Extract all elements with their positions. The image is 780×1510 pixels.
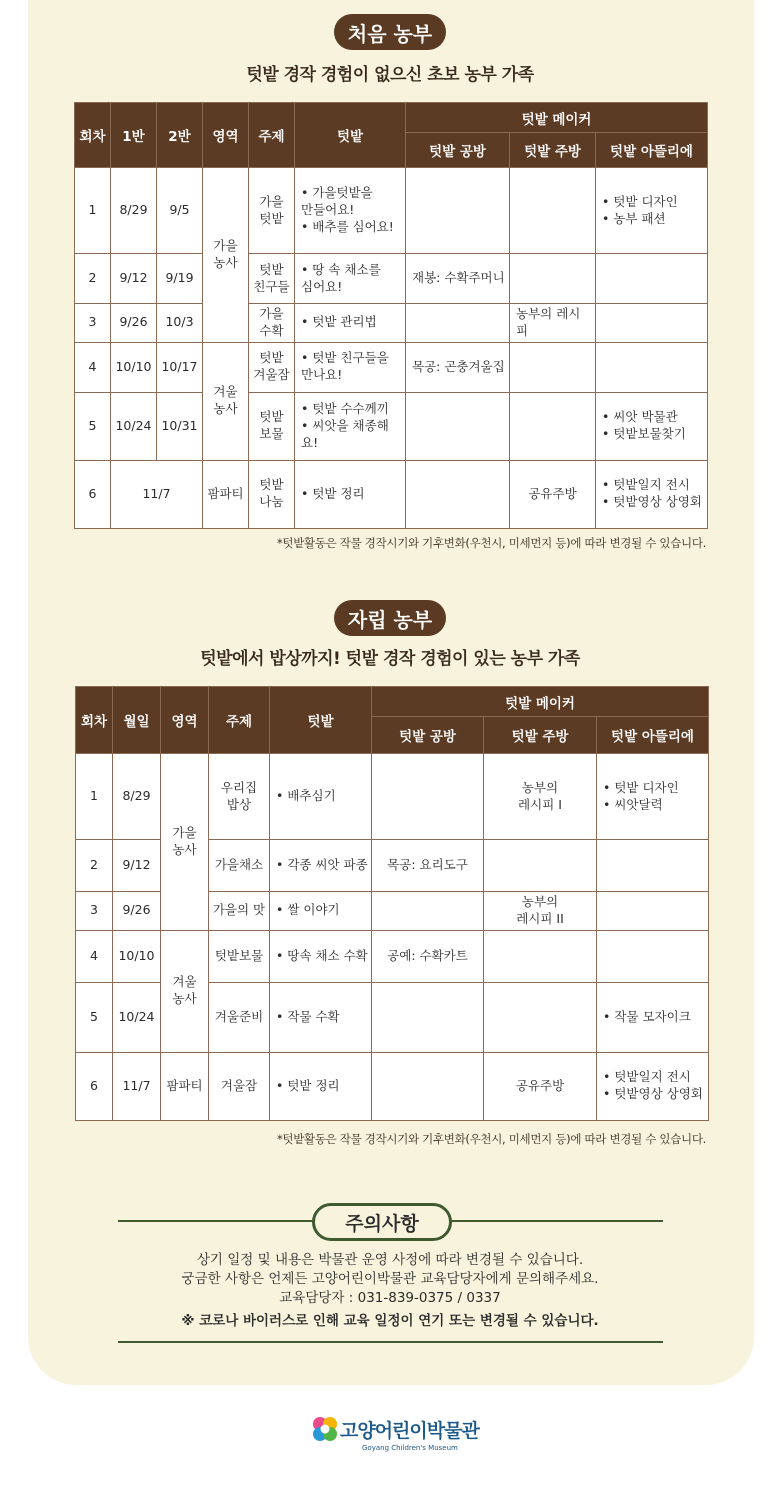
cell-garden: • 텃밭 친구들을 만나요! bbox=[295, 342, 406, 392]
cell-round: 4 bbox=[76, 930, 113, 982]
section2-schedule-table bbox=[75, 686, 709, 1121]
cell-class1: 9/26 bbox=[111, 304, 157, 343]
cell-garden: • 땅 속 채소를 심어요! bbox=[295, 254, 406, 304]
section2-title: 자립 농부 bbox=[334, 600, 446, 636]
cell-round: 6 bbox=[75, 460, 111, 528]
cell-class2: 9/19 bbox=[157, 254, 203, 304]
cell-date: 8/29 bbox=[113, 754, 161, 840]
header-kitchen: 텃밭 주방 bbox=[510, 133, 596, 168]
cell-workshop: 공예: 수확카트 bbox=[372, 930, 484, 982]
table-row bbox=[76, 1052, 709, 1120]
table-row bbox=[76, 754, 709, 840]
cell-kitchen: 농부의 레시피 I bbox=[484, 754, 597, 840]
header-garden: 텃밭 bbox=[295, 103, 406, 168]
cell-topic: 가을채소 bbox=[209, 840, 270, 892]
cell-round: 3 bbox=[76, 892, 113, 931]
cell-class1: 9/12 bbox=[111, 254, 157, 304]
museum-name-english: Goyang Children's Museum bbox=[362, 1444, 458, 1452]
museum-flower-icon bbox=[310, 1414, 340, 1444]
caution-line-2: 궁금한 사항은 언제든 고양어린이박물관 교육담당자에게 문의해주세요. bbox=[181, 1271, 599, 1287]
header-maker: 텃밭 메이커 bbox=[372, 687, 709, 717]
header-area: 영역 bbox=[161, 687, 209, 754]
cell-kitchen: 농부의 레시피 II bbox=[484, 892, 597, 931]
cell-round: 3 bbox=[75, 304, 111, 343]
cell-round: 2 bbox=[76, 840, 113, 892]
section1-title: 처음 농부 bbox=[334, 14, 446, 50]
cell-workshop bbox=[372, 1052, 484, 1120]
header-workshop: 텃밭 공방 bbox=[372, 717, 484, 754]
cell-class1: 10/10 bbox=[111, 342, 157, 392]
cell-atelier: • 씨앗 박물관 • 텃밭보물찾기 bbox=[596, 392, 708, 460]
cell-date: 10/10 bbox=[113, 930, 161, 982]
cell-round: 4 bbox=[75, 342, 111, 392]
cell-atelier: • 텃밭 디자인 • 농부 패션 bbox=[596, 168, 708, 254]
cell-topic: 가을 텃밭 bbox=[249, 168, 295, 254]
table-row bbox=[75, 168, 708, 254]
table-row bbox=[75, 460, 708, 528]
header-topic: 주제 bbox=[209, 687, 270, 754]
cell-garden: • 작물 수확 bbox=[270, 982, 372, 1052]
cell-garden: • 텃밭 정리 bbox=[270, 1052, 372, 1120]
cell-atelier bbox=[596, 342, 708, 392]
cell-kitchen bbox=[510, 392, 596, 460]
cell-workshop: 목공: 요리도구 bbox=[372, 840, 484, 892]
cell-topic: 가을의 맛 bbox=[209, 892, 270, 931]
section2-note: *텃밭활동은 작물 경작시기와 기후변화(우천시, 미세먼지 등)에 따라 변경될 수 있습니다. bbox=[276, 1132, 706, 1146]
caution-title: 주의사항 bbox=[312, 1203, 452, 1241]
table-row bbox=[76, 930, 709, 982]
cell-garden: • 텃밭 관리법 bbox=[295, 304, 406, 343]
cell-garden: • 가을텃밭을 만들어요! • 배추를 심어요! bbox=[295, 168, 406, 254]
cell-atelier bbox=[597, 930, 709, 982]
museum-logo bbox=[310, 1412, 480, 1468]
cell-kitchen: 공유주방 bbox=[484, 1052, 597, 1120]
cell-date: 9/26 bbox=[113, 892, 161, 931]
section1-subtitle: 텃밭 경작 경험이 없으신 초보 농부 가족 bbox=[246, 65, 534, 85]
cell-atelier: • 작물 모자이크 bbox=[597, 982, 709, 1052]
cell-workshop: 재봉: 수확주머니 bbox=[406, 254, 510, 304]
table-row bbox=[75, 342, 708, 392]
table-row bbox=[75, 304, 708, 343]
header-atelier: 텃밭 아뜰리에 bbox=[597, 717, 709, 754]
cell-garden: • 쌀 이야기 bbox=[270, 892, 372, 931]
header-area: 영역 bbox=[203, 103, 249, 168]
cell-workshop bbox=[372, 754, 484, 840]
cell-workshop bbox=[372, 982, 484, 1052]
header-garden: 텃밭 bbox=[270, 687, 372, 754]
cell-date: 10/24 bbox=[113, 982, 161, 1052]
cell-workshop bbox=[406, 304, 510, 343]
cell-kitchen: 농부의 레시피 bbox=[510, 304, 596, 343]
cell-atelier: • 텃밭일지 전시 • 텃밭영상 상영회 bbox=[597, 1052, 709, 1120]
cell-round: 5 bbox=[76, 982, 113, 1052]
cell-topic: 겨울준비 bbox=[209, 982, 270, 1052]
cell-class1: 10/24 bbox=[111, 392, 157, 460]
cell-round: 2 bbox=[75, 254, 111, 304]
caution-covid-notice: ※ 코로나 바이러스로 인해 교육 일정이 연기 또는 변경될 수 있습니다. bbox=[181, 1313, 599, 1329]
cell-topic: 텃밭 보물 bbox=[249, 392, 295, 460]
header-round: 회차 bbox=[76, 687, 113, 754]
cell-date: 11/7 bbox=[111, 460, 203, 528]
cell-workshop bbox=[406, 392, 510, 460]
cell-area-autumn: 가을 농사 bbox=[161, 754, 209, 931]
cell-kitchen: 공유주방 bbox=[510, 460, 596, 528]
section1-schedule-table bbox=[74, 102, 708, 529]
cell-date: 9/12 bbox=[113, 840, 161, 892]
cell-topic: 텃밭 겨울잠 bbox=[249, 342, 295, 392]
header-topic: 주제 bbox=[249, 103, 295, 168]
header-kitchen: 텃밭 주방 bbox=[484, 717, 597, 754]
cell-topic: 우리집 밥상 bbox=[209, 754, 270, 840]
cell-atelier bbox=[597, 892, 709, 931]
cell-round: 1 bbox=[76, 754, 113, 840]
cell-class2: 10/17 bbox=[157, 342, 203, 392]
cell-kitchen bbox=[484, 840, 597, 892]
header-workshop: 텃밭 공방 bbox=[406, 133, 510, 168]
cell-atelier bbox=[596, 304, 708, 343]
section2-subtitle: 텃밭에서 밥상까지! 텃밭 경작 경험이 있는 농부 가족 bbox=[200, 649, 580, 669]
cell-kitchen bbox=[484, 982, 597, 1052]
cell-workshop bbox=[406, 460, 510, 528]
cell-class2: 10/31 bbox=[157, 392, 203, 460]
header-maker: 텃밭 메이커 bbox=[406, 103, 708, 133]
cell-date: 11/7 bbox=[113, 1052, 161, 1120]
header-date: 월일 bbox=[113, 687, 161, 754]
cell-area-winter: 겨울 농사 bbox=[203, 342, 249, 460]
cell-class1: 8/29 bbox=[111, 168, 157, 254]
museum-name: 고양어린이박물관 bbox=[340, 1420, 479, 1442]
cell-garden: • 텃밭 수수께끼 • 씨앗을 채종해요! bbox=[295, 392, 406, 460]
header-class1: 1반 bbox=[111, 103, 157, 168]
cell-topic: 가을 수확 bbox=[249, 304, 295, 343]
cell-round: 6 bbox=[76, 1052, 113, 1120]
cell-garden: • 각종 씨앗 파종 bbox=[270, 840, 372, 892]
cell-garden: • 텃밭 정리 bbox=[295, 460, 406, 528]
cell-workshop: 목공: 곤충겨울집 bbox=[406, 342, 510, 392]
header-atelier: 텃밭 아뜰리에 bbox=[596, 133, 708, 168]
caution-contact: 교육담당자 : 031-839-0375 / 0337 bbox=[279, 1290, 501, 1306]
cell-area-autumn: 가을 농사 bbox=[203, 168, 249, 343]
cell-garden: • 땅속 채소 수확 bbox=[270, 930, 372, 982]
cell-atelier bbox=[596, 254, 708, 304]
cell-class2: 9/5 bbox=[157, 168, 203, 254]
cell-kitchen bbox=[484, 930, 597, 982]
cell-workshop bbox=[372, 892, 484, 931]
cell-round: 1 bbox=[75, 168, 111, 254]
cell-class2: 10/3 bbox=[157, 304, 203, 343]
cell-workshop bbox=[406, 168, 510, 254]
cell-atelier bbox=[597, 840, 709, 892]
section1-note: *텃밭활동은 작물 경작시기와 기후변화(우천시, 미세먼지 등)에 따라 변경될 수 있습니다. bbox=[276, 536, 706, 550]
cell-kitchen bbox=[510, 168, 596, 254]
cell-kitchen bbox=[510, 254, 596, 304]
table-row bbox=[75, 254, 708, 304]
cell-kitchen bbox=[510, 342, 596, 392]
cell-topic: 텃밭 나눔 bbox=[249, 460, 295, 528]
cell-topic: 겨울잠 bbox=[209, 1052, 270, 1120]
caution-line-1: 상기 일정 및 내용은 박물관 운영 사정에 따라 변경될 수 있습니다. bbox=[196, 1252, 584, 1268]
cell-atelier: • 텃밭 디자인 • 씨앗달력 bbox=[597, 754, 709, 840]
cell-topic: 텃밭 친구들 bbox=[249, 254, 295, 304]
header-class2: 2반 bbox=[157, 103, 203, 168]
cell-garden: • 배추심기 bbox=[270, 754, 372, 840]
cell-round: 5 bbox=[75, 392, 111, 460]
header-round: 회차 bbox=[75, 103, 111, 168]
cell-area-party: 팜파티 bbox=[203, 460, 249, 528]
cell-atelier: • 텃밭일지 전시 • 텃밭영상 상영회 bbox=[596, 460, 708, 528]
caution-bottom-rule bbox=[118, 1341, 663, 1343]
table-row bbox=[75, 392, 708, 460]
cell-topic: 텃밭보물 bbox=[209, 930, 270, 982]
cell-area-party: 팜파티 bbox=[161, 1052, 209, 1120]
cell-area-winter: 겨울 농사 bbox=[161, 930, 209, 1052]
